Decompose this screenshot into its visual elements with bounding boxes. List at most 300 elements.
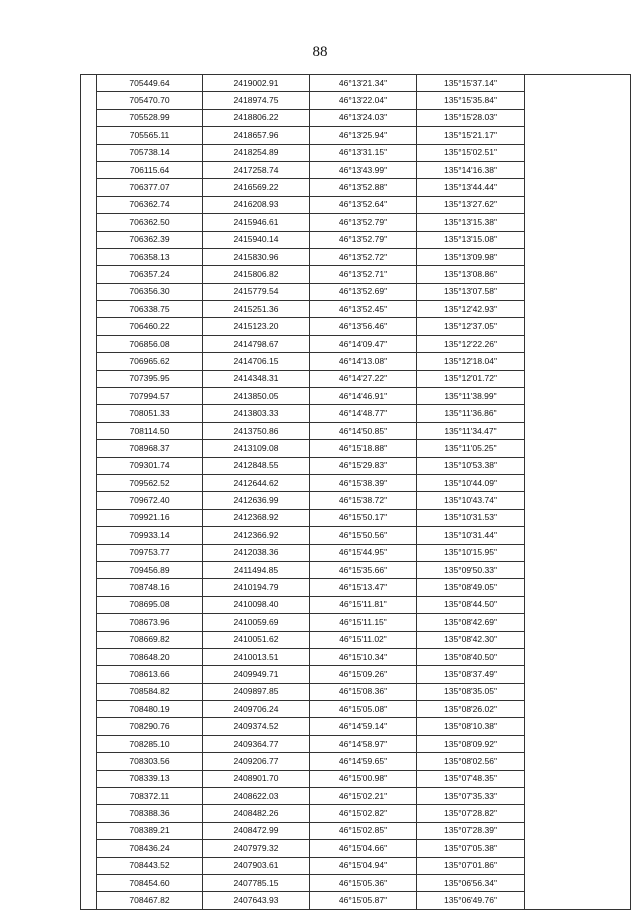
latitude-cell: 46°15'11.81" xyxy=(310,596,417,613)
y-coordinate-cell: 2411494.85 xyxy=(203,561,310,578)
empty-cell xyxy=(525,474,631,491)
empty-cell xyxy=(525,561,631,578)
latitude-cell: 46°15'11.02" xyxy=(310,631,417,648)
x-coordinate-cell: 708436.24 xyxy=(97,840,203,857)
latitude-cell: 46°13'22.04" xyxy=(310,92,417,109)
table-row xyxy=(81,196,631,213)
empty-cell xyxy=(81,561,97,578)
table-row xyxy=(81,179,631,196)
y-coordinate-cell: 2409897.85 xyxy=(203,683,310,700)
x-coordinate-cell: 709753.77 xyxy=(97,544,203,561)
empty-cell xyxy=(525,753,631,770)
table-row xyxy=(81,788,631,805)
empty-cell xyxy=(525,127,631,144)
y-coordinate-cell: 2407979.32 xyxy=(203,840,310,857)
x-coordinate-cell: 705565.11 xyxy=(97,127,203,144)
longitude-cell: 135°12'22.26" xyxy=(417,335,525,352)
latitude-cell: 46°14'59.65" xyxy=(310,753,417,770)
table-row xyxy=(81,805,631,822)
longitude-cell: 135°13'09.98" xyxy=(417,248,525,265)
empty-cell xyxy=(81,457,97,474)
y-coordinate-cell: 2415940.14 xyxy=(203,231,310,248)
y-coordinate-cell: 2413850.05 xyxy=(203,388,310,405)
table-row xyxy=(81,892,631,909)
empty-cell xyxy=(81,509,97,526)
latitude-cell: 46°14'59.14" xyxy=(310,718,417,735)
empty-cell xyxy=(525,544,631,561)
longitude-cell: 135°08'40.50" xyxy=(417,648,525,665)
latitude-cell: 46°13'52.88" xyxy=(310,179,417,196)
latitude-cell: 46°14'09.47" xyxy=(310,335,417,352)
empty-cell xyxy=(525,422,631,439)
latitude-cell: 46°15'05.87" xyxy=(310,892,417,909)
longitude-cell: 135°08'42.30" xyxy=(417,631,525,648)
empty-cell xyxy=(525,301,631,318)
longitude-cell: 135°13'15.38" xyxy=(417,214,525,231)
y-coordinate-cell: 2407643.93 xyxy=(203,892,310,909)
empty-cell xyxy=(525,857,631,874)
empty-cell xyxy=(81,596,97,613)
empty-cell xyxy=(525,735,631,752)
longitude-cell: 135°07'01.86" xyxy=(417,857,525,874)
y-coordinate-cell: 2414798.67 xyxy=(203,335,310,352)
x-coordinate-cell: 709562.52 xyxy=(97,474,203,491)
latitude-cell: 46°13'31.15" xyxy=(310,144,417,161)
x-coordinate-cell: 709301.74 xyxy=(97,457,203,474)
table-row xyxy=(81,561,631,578)
x-coordinate-cell: 708968.37 xyxy=(97,440,203,457)
table-row xyxy=(81,735,631,752)
empty-cell xyxy=(81,405,97,422)
empty-cell xyxy=(81,614,97,631)
latitude-cell: 46°15'05.08" xyxy=(310,701,417,718)
empty-cell xyxy=(525,788,631,805)
empty-cell xyxy=(81,874,97,891)
longitude-cell: 135°06'56.34" xyxy=(417,874,525,891)
empty-cell xyxy=(525,318,631,335)
empty-cell xyxy=(81,388,97,405)
table-row xyxy=(81,544,631,561)
empty-cell xyxy=(525,648,631,665)
empty-cell xyxy=(525,666,631,683)
y-coordinate-cell: 2415251.36 xyxy=(203,301,310,318)
latitude-cell: 46°15'08.36" xyxy=(310,683,417,700)
x-coordinate-cell: 709921.16 xyxy=(97,509,203,526)
y-coordinate-cell: 2410051.62 xyxy=(203,631,310,648)
empty-cell xyxy=(525,631,631,648)
empty-cell xyxy=(525,527,631,544)
x-coordinate-cell: 708695.08 xyxy=(97,596,203,613)
y-coordinate-cell: 2409364.77 xyxy=(203,735,310,752)
table-row xyxy=(81,75,631,92)
empty-cell xyxy=(81,805,97,822)
latitude-cell: 46°15'02.85" xyxy=(310,822,417,839)
empty-cell xyxy=(525,596,631,613)
table-row xyxy=(81,161,631,178)
y-coordinate-cell: 2412848.55 xyxy=(203,457,310,474)
y-coordinate-cell: 2413750.86 xyxy=(203,422,310,439)
y-coordinate-cell: 2415806.82 xyxy=(203,266,310,283)
x-coordinate-cell: 707395.95 xyxy=(97,370,203,387)
x-coordinate-cell: 705470.70 xyxy=(97,92,203,109)
empty-cell xyxy=(525,874,631,891)
longitude-cell: 135°10'44.09" xyxy=(417,474,525,491)
table-row xyxy=(81,857,631,874)
longitude-cell: 135°11'38.99" xyxy=(417,388,525,405)
longitude-cell: 135°12'42.93" xyxy=(417,301,525,318)
empty-cell xyxy=(525,509,631,526)
y-coordinate-cell: 2415946.61 xyxy=(203,214,310,231)
empty-cell xyxy=(81,492,97,509)
x-coordinate-cell: 708669.82 xyxy=(97,631,203,648)
y-coordinate-cell: 2409374.52 xyxy=(203,718,310,735)
latitude-cell: 46°15'09.26" xyxy=(310,666,417,683)
table-row xyxy=(81,318,631,335)
empty-cell xyxy=(525,283,631,300)
empty-cell xyxy=(81,718,97,735)
longitude-cell: 135°07'28.39" xyxy=(417,822,525,839)
empty-cell xyxy=(81,544,97,561)
table-row xyxy=(81,596,631,613)
latitude-cell: 46°14'48.77" xyxy=(310,405,417,422)
longitude-cell: 135°07'35.33" xyxy=(417,788,525,805)
longitude-cell: 135°15'28.03" xyxy=(417,109,525,126)
table-row xyxy=(81,457,631,474)
empty-cell xyxy=(525,231,631,248)
empty-cell xyxy=(81,840,97,857)
empty-cell xyxy=(525,614,631,631)
empty-cell xyxy=(525,335,631,352)
x-coordinate-cell: 706356.30 xyxy=(97,283,203,300)
table-row xyxy=(81,474,631,491)
latitude-cell: 46°15'04.66" xyxy=(310,840,417,857)
empty-cell xyxy=(525,440,631,457)
empty-cell xyxy=(81,770,97,787)
longitude-cell: 135°13'08.86" xyxy=(417,266,525,283)
latitude-cell: 46°15'18.88" xyxy=(310,440,417,457)
x-coordinate-cell: 709933.14 xyxy=(97,527,203,544)
table-row xyxy=(81,579,631,596)
x-coordinate-cell: 708389.21 xyxy=(97,822,203,839)
x-coordinate-cell: 708443.52 xyxy=(97,857,203,874)
longitude-cell: 135°14'16.38" xyxy=(417,161,525,178)
empty-cell xyxy=(81,753,97,770)
empty-cell xyxy=(525,144,631,161)
empty-cell xyxy=(525,266,631,283)
empty-cell xyxy=(81,892,97,909)
longitude-cell: 135°15'35.84" xyxy=(417,92,525,109)
empty-cell xyxy=(525,92,631,109)
latitude-cell: 46°15'00.98" xyxy=(310,770,417,787)
latitude-cell: 46°13'24.03" xyxy=(310,109,417,126)
x-coordinate-cell: 706115.64 xyxy=(97,161,203,178)
latitude-cell: 46°13'52.79" xyxy=(310,214,417,231)
longitude-cell: 135°11'36.86" xyxy=(417,405,525,422)
longitude-cell: 135°10'31.53" xyxy=(417,509,525,526)
empty-cell xyxy=(525,248,631,265)
x-coordinate-cell: 708339.13 xyxy=(97,770,203,787)
x-coordinate-cell: 708285.10 xyxy=(97,735,203,752)
latitude-cell: 46°13'52.79" xyxy=(310,231,417,248)
empty-cell xyxy=(81,631,97,648)
x-coordinate-cell: 708372.11 xyxy=(97,788,203,805)
empty-cell xyxy=(525,370,631,387)
y-coordinate-cell: 2407903.61 xyxy=(203,857,310,874)
table-row xyxy=(81,405,631,422)
longitude-cell: 135°10'31.44" xyxy=(417,527,525,544)
y-coordinate-cell: 2418657.96 xyxy=(203,127,310,144)
longitude-cell: 135°08'44.50" xyxy=(417,596,525,613)
x-coordinate-cell: 706362.50 xyxy=(97,214,203,231)
empty-cell xyxy=(525,701,631,718)
latitude-cell: 46°14'13.08" xyxy=(310,353,417,370)
latitude-cell: 46°13'56.46" xyxy=(310,318,417,335)
x-coordinate-cell: 706362.74 xyxy=(97,196,203,213)
x-coordinate-cell: 709672.40 xyxy=(97,492,203,509)
y-coordinate-cell: 2412038.36 xyxy=(203,544,310,561)
empty-cell xyxy=(81,683,97,700)
empty-cell xyxy=(525,196,631,213)
empty-cell xyxy=(525,805,631,822)
x-coordinate-cell: 708584.82 xyxy=(97,683,203,700)
longitude-cell: 135°12'01.72" xyxy=(417,370,525,387)
latitude-cell: 46°14'58.97" xyxy=(310,735,417,752)
latitude-cell: 46°14'50.85" xyxy=(310,422,417,439)
y-coordinate-cell: 2410059.69 xyxy=(203,614,310,631)
x-coordinate-cell: 708648.20 xyxy=(97,648,203,665)
latitude-cell: 46°15'50.56" xyxy=(310,527,417,544)
y-coordinate-cell: 2408901.70 xyxy=(203,770,310,787)
longitude-cell: 135°06'49.76" xyxy=(417,892,525,909)
y-coordinate-cell: 2408482.26 xyxy=(203,805,310,822)
table-row xyxy=(81,648,631,665)
empty-cell xyxy=(81,335,97,352)
empty-cell xyxy=(525,161,631,178)
empty-cell xyxy=(525,388,631,405)
empty-cell xyxy=(81,161,97,178)
y-coordinate-cell: 2409206.77 xyxy=(203,753,310,770)
latitude-cell: 46°15'13.47" xyxy=(310,579,417,596)
empty-cell xyxy=(81,92,97,109)
x-coordinate-cell: 708454.60 xyxy=(97,874,203,891)
coordinates-table-body xyxy=(81,75,631,910)
x-coordinate-cell: 708114.50 xyxy=(97,422,203,439)
latitude-cell: 46°15'04.94" xyxy=(310,857,417,874)
longitude-cell: 135°12'37.05" xyxy=(417,318,525,335)
empty-cell xyxy=(81,370,97,387)
y-coordinate-cell: 2418806.22 xyxy=(203,109,310,126)
latitude-cell: 46°15'02.82" xyxy=(310,805,417,822)
table-row xyxy=(81,874,631,891)
empty-cell xyxy=(525,683,631,700)
latitude-cell: 46°15'02.21" xyxy=(310,788,417,805)
coordinates-table xyxy=(80,74,631,910)
x-coordinate-cell: 706460.22 xyxy=(97,318,203,335)
table-row xyxy=(81,440,631,457)
empty-cell xyxy=(81,788,97,805)
longitude-cell: 135°10'15.95" xyxy=(417,544,525,561)
x-coordinate-cell: 708051.33 xyxy=(97,405,203,422)
y-coordinate-cell: 2413803.33 xyxy=(203,405,310,422)
latitude-cell: 46°15'10.34" xyxy=(310,648,417,665)
longitude-cell: 135°07'05.38" xyxy=(417,840,525,857)
x-coordinate-cell: 707994.57 xyxy=(97,388,203,405)
longitude-cell: 135°08'37.49" xyxy=(417,666,525,683)
y-coordinate-cell: 2412644.62 xyxy=(203,474,310,491)
x-coordinate-cell: 706338.75 xyxy=(97,301,203,318)
y-coordinate-cell: 2418254.89 xyxy=(203,144,310,161)
latitude-cell: 46°15'38.39" xyxy=(310,474,417,491)
latitude-cell: 46°13'52.72" xyxy=(310,248,417,265)
table-row xyxy=(81,683,631,700)
latitude-cell: 46°15'50.17" xyxy=(310,509,417,526)
longitude-cell: 135°13'07.58" xyxy=(417,283,525,300)
empty-cell xyxy=(81,422,97,439)
y-coordinate-cell: 2410098.40 xyxy=(203,596,310,613)
table-row xyxy=(81,214,631,231)
longitude-cell: 135°11'05.25" xyxy=(417,440,525,457)
empty-cell xyxy=(525,457,631,474)
empty-cell xyxy=(525,579,631,596)
empty-cell xyxy=(81,109,97,126)
longitude-cell: 135°15'02.51" xyxy=(417,144,525,161)
table-row xyxy=(81,770,631,787)
y-coordinate-cell: 2408622.03 xyxy=(203,788,310,805)
y-coordinate-cell: 2416569.22 xyxy=(203,179,310,196)
empty-cell xyxy=(81,440,97,457)
x-coordinate-cell: 705738.14 xyxy=(97,144,203,161)
x-coordinate-cell: 706965.62 xyxy=(97,353,203,370)
longitude-cell: 135°10'43.74" xyxy=(417,492,525,509)
table-row xyxy=(81,231,631,248)
x-coordinate-cell: 708467.82 xyxy=(97,892,203,909)
table-row xyxy=(81,631,631,648)
table-row xyxy=(81,388,631,405)
longitude-cell: 135°07'28.82" xyxy=(417,805,525,822)
table-row xyxy=(81,266,631,283)
empty-cell xyxy=(81,527,97,544)
table-row xyxy=(81,109,631,126)
table-row xyxy=(81,353,631,370)
longitude-cell: 135°07'48.35" xyxy=(417,770,525,787)
empty-cell xyxy=(525,770,631,787)
y-coordinate-cell: 2415830.96 xyxy=(203,248,310,265)
x-coordinate-cell: 708290.76 xyxy=(97,718,203,735)
table-row xyxy=(81,753,631,770)
longitude-cell: 135°12'18.04" xyxy=(417,353,525,370)
empty-cell xyxy=(81,248,97,265)
empty-cell xyxy=(525,353,631,370)
longitude-cell: 135°08'49.05" xyxy=(417,579,525,596)
longitude-cell: 135°08'10.38" xyxy=(417,718,525,735)
table-row xyxy=(81,127,631,144)
empty-cell xyxy=(81,301,97,318)
y-coordinate-cell: 2409706.24 xyxy=(203,701,310,718)
y-coordinate-cell: 2407785.15 xyxy=(203,874,310,891)
empty-cell xyxy=(81,214,97,231)
empty-cell xyxy=(525,840,631,857)
y-coordinate-cell: 2412636.99 xyxy=(203,492,310,509)
y-coordinate-cell: 2414348.31 xyxy=(203,370,310,387)
table-row xyxy=(81,666,631,683)
empty-cell xyxy=(81,127,97,144)
y-coordinate-cell: 2409949.71 xyxy=(203,666,310,683)
page-number: 88 xyxy=(312,44,328,60)
latitude-cell: 46°13'52.64" xyxy=(310,196,417,213)
table-row xyxy=(81,335,631,352)
y-coordinate-cell: 2415123.20 xyxy=(203,318,310,335)
x-coordinate-cell: 708613.66 xyxy=(97,666,203,683)
y-coordinate-cell: 2415779.54 xyxy=(203,283,310,300)
empty-cell xyxy=(81,353,97,370)
empty-cell xyxy=(525,75,631,92)
latitude-cell: 46°14'46.91" xyxy=(310,388,417,405)
latitude-cell: 46°13'52.71" xyxy=(310,266,417,283)
y-coordinate-cell: 2418974.75 xyxy=(203,92,310,109)
y-coordinate-cell: 2416208.93 xyxy=(203,196,310,213)
x-coordinate-cell: 706856.08 xyxy=(97,335,203,352)
table-row xyxy=(81,248,631,265)
latitude-cell: 46°13'52.69" xyxy=(310,283,417,300)
empty-cell xyxy=(81,179,97,196)
empty-cell xyxy=(525,492,631,509)
empty-cell xyxy=(81,579,97,596)
longitude-cell: 135°15'21.17" xyxy=(417,127,525,144)
empty-cell xyxy=(525,405,631,422)
latitude-cell: 46°15'38.72" xyxy=(310,492,417,509)
y-coordinate-cell: 2417258.74 xyxy=(203,161,310,178)
x-coordinate-cell: 708303.56 xyxy=(97,753,203,770)
empty-cell xyxy=(81,648,97,665)
longitude-cell: 135°08'35.05" xyxy=(417,683,525,700)
table-row xyxy=(81,718,631,735)
table-row xyxy=(81,301,631,318)
x-coordinate-cell: 706362.39 xyxy=(97,231,203,248)
longitude-cell: 135°13'27.62" xyxy=(417,196,525,213)
latitude-cell: 46°15'11.15" xyxy=(310,614,417,631)
x-coordinate-cell: 708748.16 xyxy=(97,579,203,596)
table-row xyxy=(81,283,631,300)
table-row xyxy=(81,422,631,439)
empty-cell xyxy=(81,857,97,874)
table-row xyxy=(81,822,631,839)
empty-cell xyxy=(81,318,97,335)
y-coordinate-cell: 2414706.15 xyxy=(203,353,310,370)
table-row xyxy=(81,144,631,161)
longitude-cell: 135°08'09.92" xyxy=(417,735,525,752)
y-coordinate-cell: 2413109.08 xyxy=(203,440,310,457)
table-row xyxy=(81,492,631,509)
empty-cell xyxy=(81,666,97,683)
longitude-cell: 135°08'42.69" xyxy=(417,614,525,631)
empty-cell xyxy=(81,735,97,752)
latitude-cell: 46°13'43.99" xyxy=(310,161,417,178)
table-row xyxy=(81,614,631,631)
table-row xyxy=(81,701,631,718)
x-coordinate-cell: 706358.13 xyxy=(97,248,203,265)
empty-cell xyxy=(81,75,97,92)
empty-cell xyxy=(81,196,97,213)
y-coordinate-cell: 2408472.99 xyxy=(203,822,310,839)
latitude-cell: 46°14'27.22" xyxy=(310,370,417,387)
x-coordinate-cell: 708480.19 xyxy=(97,701,203,718)
latitude-cell: 46°13'25.94" xyxy=(310,127,417,144)
empty-cell xyxy=(525,109,631,126)
table-row xyxy=(81,527,631,544)
y-coordinate-cell: 2412368.92 xyxy=(203,509,310,526)
latitude-cell: 46°13'52.45" xyxy=(310,301,417,318)
table-row xyxy=(81,509,631,526)
